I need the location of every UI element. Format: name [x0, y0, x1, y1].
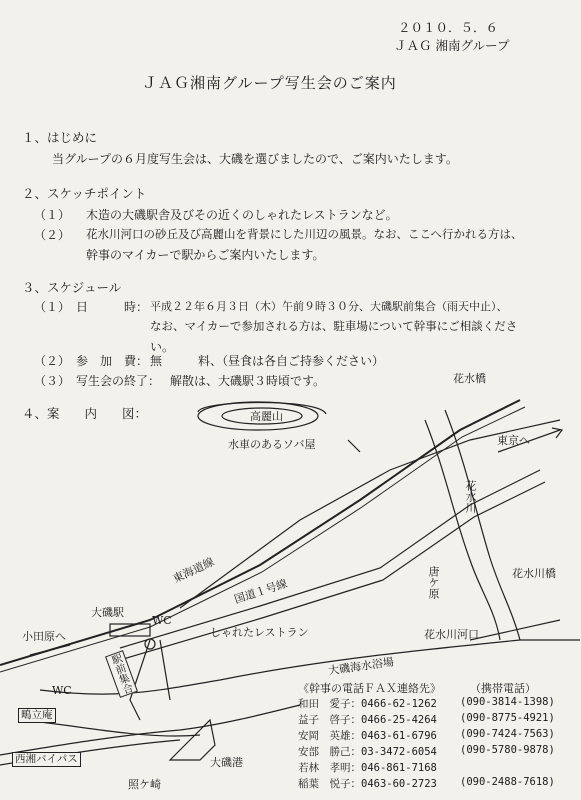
contact-mobile: (090-7424-7563) — [460, 728, 555, 740]
map-label-route1: 国道１号線 — [232, 576, 289, 607]
map-label-hanamizugawa: 花水川 — [464, 480, 477, 513]
contact-name: 和田 愛子： — [298, 698, 361, 710]
map-label-beach: 大磯海水浴場 — [327, 655, 395, 678]
section1-text: 当グループの６月度写生会は、大磯を選びましたので、ご案内いたします。 — [52, 152, 458, 166]
section2-item2-text: 花水川河口の砂丘及び高麗山を背景にした川辺の風景。なお、ここへ行かれる方は、 — [86, 227, 523, 241]
section3-item1-text3: い。 — [150, 340, 175, 354]
section2-item1-num: （１） — [34, 208, 71, 222]
section2-item1-text: 木造の大磯駅舎及びその近くのしゃれたレストランなど。 — [86, 208, 398, 222]
map-label-oiso-station: 大磯駅 — [91, 606, 124, 619]
contact-phone: 0463-61-6796 — [361, 730, 437, 742]
contact-row — [298, 760, 437, 775]
contacts-mobile-heading: （携帯電話） — [470, 682, 536, 695]
contact-name: 安岡 英雄： — [298, 730, 361, 742]
contact-name: 安部 勝己： — [298, 746, 361, 758]
section3-item2-text: 無 料、（昼食は各自ご持参ください） — [150, 354, 385, 368]
section2-item2-num: （２） — [34, 228, 71, 242]
section3-item1-text2: なお、マイカーで参加される方は、駐車場について幹事にご相談くださ — [150, 319, 518, 333]
contact-row — [298, 712, 437, 727]
hanamizugawa-river — [425, 420, 500, 640]
section3-item3-num: （３） — [34, 374, 71, 388]
section3-item2-num: （２） — [34, 354, 71, 368]
contact-mobile: (090-8775-4921) — [460, 712, 555, 724]
map-label-wc-2: WC — [52, 684, 72, 697]
contact-phone: 03-3472-6054 — [361, 746, 437, 758]
contact-name: 益子 啓子： — [298, 714, 361, 726]
map-label-meeting-point: 駅前集合 — [105, 650, 138, 698]
contact-row — [298, 776, 437, 791]
map-label-koraisan: 高麗山 — [250, 410, 283, 423]
map-label-oiso-port: 大磯港 — [210, 756, 243, 769]
map-label-odawara: 小田原へ — [22, 630, 66, 643]
contact-name: 稲葉 悦子： — [298, 778, 361, 790]
map-label-karakahara: 唐ケ原 — [427, 566, 440, 599]
map-label-hanamizugawa-bridge: 花水川橋 — [512, 567, 556, 580]
map-label-tokaido: 東海道線 — [170, 555, 217, 586]
map-label-restaurant: しゃれたレストラン — [210, 626, 309, 639]
contact-mobile: (090-2488-7618) — [460, 776, 555, 788]
map-label-wc-1: WC — [152, 614, 172, 627]
section1-heading: １、はじめに — [22, 130, 98, 145]
section3-item3-label: 写生会の終了： — [76, 374, 161, 388]
section2-heading: ２、スケッチポイント — [22, 186, 147, 201]
section3-heading: ３、スケジュール — [22, 280, 122, 295]
contacts-heading: 《幹事の電話ＦＡＸ連絡先》 — [298, 682, 441, 695]
section2-item2-text2: 幹事のマイカーで駅からご案内いたします。 — [86, 248, 325, 262]
section3-item1-label: 日 時： — [76, 300, 149, 314]
map-label-shigitatsuan: 鴫立庵 — [18, 708, 56, 723]
contact-phone: 0466-62-1262 — [361, 698, 437, 710]
contact-row — [298, 696, 437, 711]
contact-phone: 046-861-7168 — [361, 762, 437, 774]
section4-heading: ４、案 内 図： — [22, 406, 148, 421]
section3-item2-label: 参 加 費： — [76, 354, 149, 368]
map-label-estuary: 花水川河口 — [424, 628, 479, 641]
map-label-soba: 水車のあるソバ屋 — [228, 438, 316, 451]
page-title: ＪＡＧ湘南グループ写生会のご案内 — [142, 74, 397, 92]
contact-row — [298, 728, 437, 743]
map-label-seisho-bypass: 西湘バイパス — [12, 752, 81, 767]
contact-name: 若林 孝明： — [298, 762, 361, 774]
section3-item3-text: 解散は、大磯駅３時頃です。 — [170, 374, 326, 388]
section3-item1-text: 平成２２年６月３日（木）午前９時３０分、大磯駅前集合（雨天中止）、 — [150, 300, 508, 313]
organization-name: ＪＡＧ 湘南グループ — [394, 38, 510, 53]
map-label-kanagawa-bridge: 花水橋 — [453, 372, 486, 385]
document-date: ２０１０．５．６ — [398, 20, 499, 35]
contact-row — [298, 744, 437, 759]
contact-phone: 0463-60-2723 — [361, 778, 437, 790]
contact-mobile: (090-3814-1398) — [460, 696, 555, 708]
map-label-tokyo: 東京へ — [497, 434, 530, 447]
section3-item1-num: （１） — [34, 300, 71, 314]
contact-mobile: (090-5780-9878) — [460, 744, 555, 756]
map-label-terugasaki: 照ケ崎 — [128, 778, 161, 791]
contact-phone: 0466-25-4264 — [361, 714, 437, 726]
